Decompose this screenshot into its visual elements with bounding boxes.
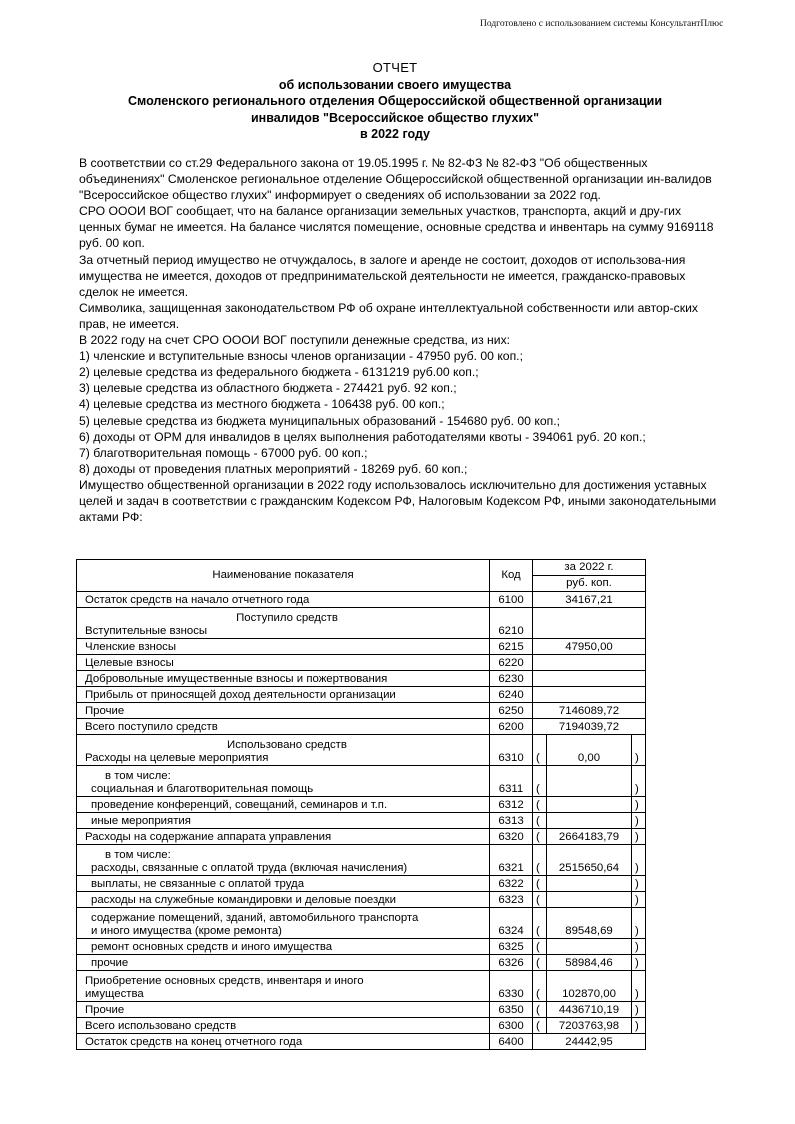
close-paren: ) [632,797,646,813]
table-row [77,829,646,845]
row-name: Прочие [77,1002,490,1018]
row-code: 6310 [490,735,533,766]
row-code: 6400 [490,1034,533,1050]
header-period: за 2022 г. [533,560,646,576]
row-value: 0,00 [547,735,632,766]
row-label: расходы на служебные командировки и деловые поездки [91,894,396,906]
row-value: 4436710,19 [547,1002,632,1018]
table-row [77,735,646,766]
row-name [77,971,490,1002]
row-label-line1: Приобретение основных средств, инвентаря и иного [85,975,364,987]
close-paren: ) [632,939,646,955]
list-item: 7) благотворительная помощь - 67000 руб. 00 коп.; [79,445,368,460]
title-year: в 2022 году [360,127,430,141]
row-name: Всего поступило средств [77,719,490,735]
row-name: Остаток средств на начало отчетного года [77,592,490,608]
header-units: руб. коп. [533,576,646,592]
funds-report-table [76,559,646,1050]
paragraph: Символика, защищенная законодательством РФ об охране интеллектуальной собственности или автор-ских прав, не имеется. [79,300,698,331]
row-code: 6311 [490,766,533,797]
row-name [77,955,490,971]
row-value: 7146089,72 [533,703,646,719]
open-paren: ( [533,908,547,939]
row-value: 2515650,64 [547,845,632,876]
open-paren: ( [533,1018,547,1034]
row-name: Целевые взносы [77,655,490,671]
close-paren: ) [632,845,646,876]
open-paren: ( [533,971,547,1002]
row-name [77,876,490,892]
row-value [547,766,632,797]
table-row [77,766,646,797]
section-heading-used: Использовано средств [227,739,347,751]
paragraph: Имущество общественной организации в 2022 году использовалось исключительно для достижения уставных целей и задач в соответствии с гражданским Кодексом РФ, Налоговым Кодексом РФ, иными законодательными актами РФ: [79,477,717,525]
open-paren: ( [533,813,547,829]
row-name: Остаток средств на конец отчетного года [77,1034,490,1050]
row-name: Добровольные имущественные взносы и пожертвования [77,671,490,687]
row-name: Всего использовано средств [77,1018,490,1034]
table-row [77,955,646,971]
table-row [77,703,646,719]
row-code: 6240 [490,687,533,703]
close-paren: ) [632,766,646,797]
table-row [77,939,646,955]
row-name [77,845,490,876]
close-paren: ) [632,1018,646,1034]
header-code: Код [490,560,533,592]
row-label: выплаты, не связанные с оплатой труда [91,878,305,890]
title-report: ОТЧЕТ [372,60,418,75]
row-code: 6350 [490,1002,533,1018]
row-code: 6313 [490,813,533,829]
row-name [77,908,490,939]
row-value [547,797,632,813]
row-code: 6230 [490,671,533,687]
row-code: 6330 [490,971,533,1002]
row-value [547,892,632,908]
row-value [533,655,646,671]
row-label: прочие [91,957,129,969]
including-label: в том числе: [105,770,171,782]
row-code: 6320 [490,829,533,845]
row-value [547,813,632,829]
consultant-plus-note: Подготовлено с использованием системы КонсультантПлюс [480,19,724,29]
table-row [77,1018,646,1034]
open-paren: ( [533,797,547,813]
row-value: 102870,00 [547,971,632,1002]
including-label: в том числе: [105,849,171,861]
row-name [77,735,490,766]
row-value [547,939,632,955]
table-row [77,892,646,908]
open-paren: ( [533,845,547,876]
row-label: проведение конференций, совещаний, семинаров и т.п. [91,799,388,811]
row-name [77,892,490,908]
row-code: 6100 [490,592,533,608]
row-code: 6210 [490,608,533,639]
open-paren: ( [533,829,547,845]
title-organization: Смоленского регионального отделения Общероссийской общественной организации [127,94,662,108]
row-code: 6215 [490,639,533,655]
row-value [533,687,646,703]
row-value: 89548,69 [547,908,632,939]
row-label: ремонт основных средств и иного имущества [91,941,333,953]
row-name: Членские взносы [77,639,490,655]
row-value: 2664183,79 [547,829,632,845]
table-row [77,608,646,639]
list-item: 4) целевые средства из местного бюджета - 106438 руб. 00 коп.; [79,397,445,412]
row-code: 6326 [490,955,533,971]
row-label: Вступительные взносы [85,625,208,637]
table-row [77,719,646,735]
title-subject: об использовании своего имущества [278,77,512,92]
paragraph: СРО ОООИ ВОГ сообщает, что на балансе организации земельных участков, транспорта, акций и дру-гих ценных бумаг не имеется. На балансе числятся помещение, основные средства и инвентарь на сумму 9169118 руб. 00 коп. [79,204,714,251]
paragraph: В 2022 году на счет СРО ОООИ ВОГ поступили денежные средства, из них: [79,333,511,348]
row-code: 6322 [490,876,533,892]
table-row [77,845,646,876]
row-code: 6300 [490,1018,533,1034]
row-value [533,608,646,639]
table-row [77,671,646,687]
open-paren: ( [533,735,547,766]
row-code: 6250 [490,703,533,719]
row-name [77,766,490,797]
table-row [77,797,646,813]
list-item: 6) доходы от ОРМ для инвалидов в целях выполнения работодателями квоты - 394061 руб. 20 коп.; [79,429,646,444]
open-paren: ( [533,955,547,971]
close-paren: ) [632,971,646,1002]
close-paren: ) [632,876,646,892]
row-label: Расходы на целевые мероприятия [85,752,269,764]
row-label: иные мероприятия [91,815,191,827]
row-label: и иного имущества (кроме ремонта) [91,925,282,937]
close-paren: ) [632,813,646,829]
row-name: Прочие [77,703,490,719]
row-code: 6220 [490,655,533,671]
list-item: 5) целевые средства из бюджета муниципальных образований - 154680 руб. 00 коп.; [79,413,560,428]
row-name [77,608,490,639]
open-paren: ( [533,939,547,955]
open-paren: ( [533,876,547,892]
list-item: 8) доходы от проведения платных мероприятий - 18269 руб. 60 коп.; [79,461,468,476]
row-value [533,671,646,687]
open-paren: ( [533,1002,547,1018]
row-name [77,813,490,829]
row-name [77,939,490,955]
open-paren: ( [533,766,547,797]
list-item: 2) целевые средства из федерального бюджета - 6131219 руб.00 коп.; [79,365,479,380]
row-value: 58984,46 [547,955,632,971]
row-label-line1: содержание помещений, зданий, автомобильного транспорта [91,912,419,924]
table-row [77,908,646,939]
table-row [77,655,646,671]
table-header-row [77,560,646,576]
row-name: Расходы на содержание аппарата управления [77,829,490,845]
table-row [77,1002,646,1018]
row-label: имущества [85,988,144,1000]
close-paren: ) [632,955,646,971]
row-value: 7203763,98 [547,1018,632,1034]
row-code: 6312 [490,797,533,813]
row-value: 24442,95 [533,1034,646,1050]
table-row [77,639,646,655]
title-organization-cont: инвалидов "Всероссийское общество глухих" [250,110,540,125]
row-code: 6200 [490,719,533,735]
paragraph: В соответствии со ст.29 Федерального закона от 19.05.1995 г. № 82-ФЗ № 82-ФЗ "Об общественных объединениях" Смоленское региональное отделение Общероссийской общественной организации ин-валидов "Всероссийское общество глухих" информирует о сведениях об использовании за 2022 год. [79,156,712,203]
close-paren: ) [632,1002,646,1018]
close-paren: ) [632,908,646,939]
section-heading-received: Поступило средств [236,612,338,624]
row-label: социальная и благотворительная помощь [91,783,314,795]
table-row [77,687,646,703]
open-paren: ( [533,892,547,908]
close-paren: ) [632,829,646,845]
row-name [77,797,490,813]
table-row [77,813,646,829]
row-code: 6323 [490,892,533,908]
header-name: Наименование показателя [77,560,490,592]
row-value: 34167,21 [533,592,646,608]
row-value: 47950,00 [533,639,646,655]
list-item: 1) членские и вступительные взносы членов организации - 47950 руб. 00 коп.; [79,349,523,364]
list-item: 3) целевые средства из областного бюджета - 274421 руб. 92 коп.; [79,381,457,396]
row-value: 7194039,72 [533,719,646,735]
row-value [547,876,632,892]
close-paren: ) [632,892,646,908]
table-row [77,592,646,608]
row-code: 6324 [490,908,533,939]
table-row [77,876,646,892]
table-row [77,1034,646,1050]
paragraph: За отчетный период имущество не отчуждалось, в залоге и аренде не состоит, доходов от использова-ния имущества не имеется, доходов от предпринимательской деятельности не имеется, гражданско-правовых сделок не имеется. [79,252,686,299]
document-title [70,60,720,143]
row-code: 6325 [490,939,533,955]
report-body [79,155,719,525]
close-paren: ) [632,735,646,766]
row-name: Прибыль от приносящей доход деятельности организации [77,687,490,703]
table-row [77,971,646,1002]
row-label: расходы, связанные с оплатой труда (включая начисления) [91,862,408,874]
row-code: 6321 [490,845,533,876]
